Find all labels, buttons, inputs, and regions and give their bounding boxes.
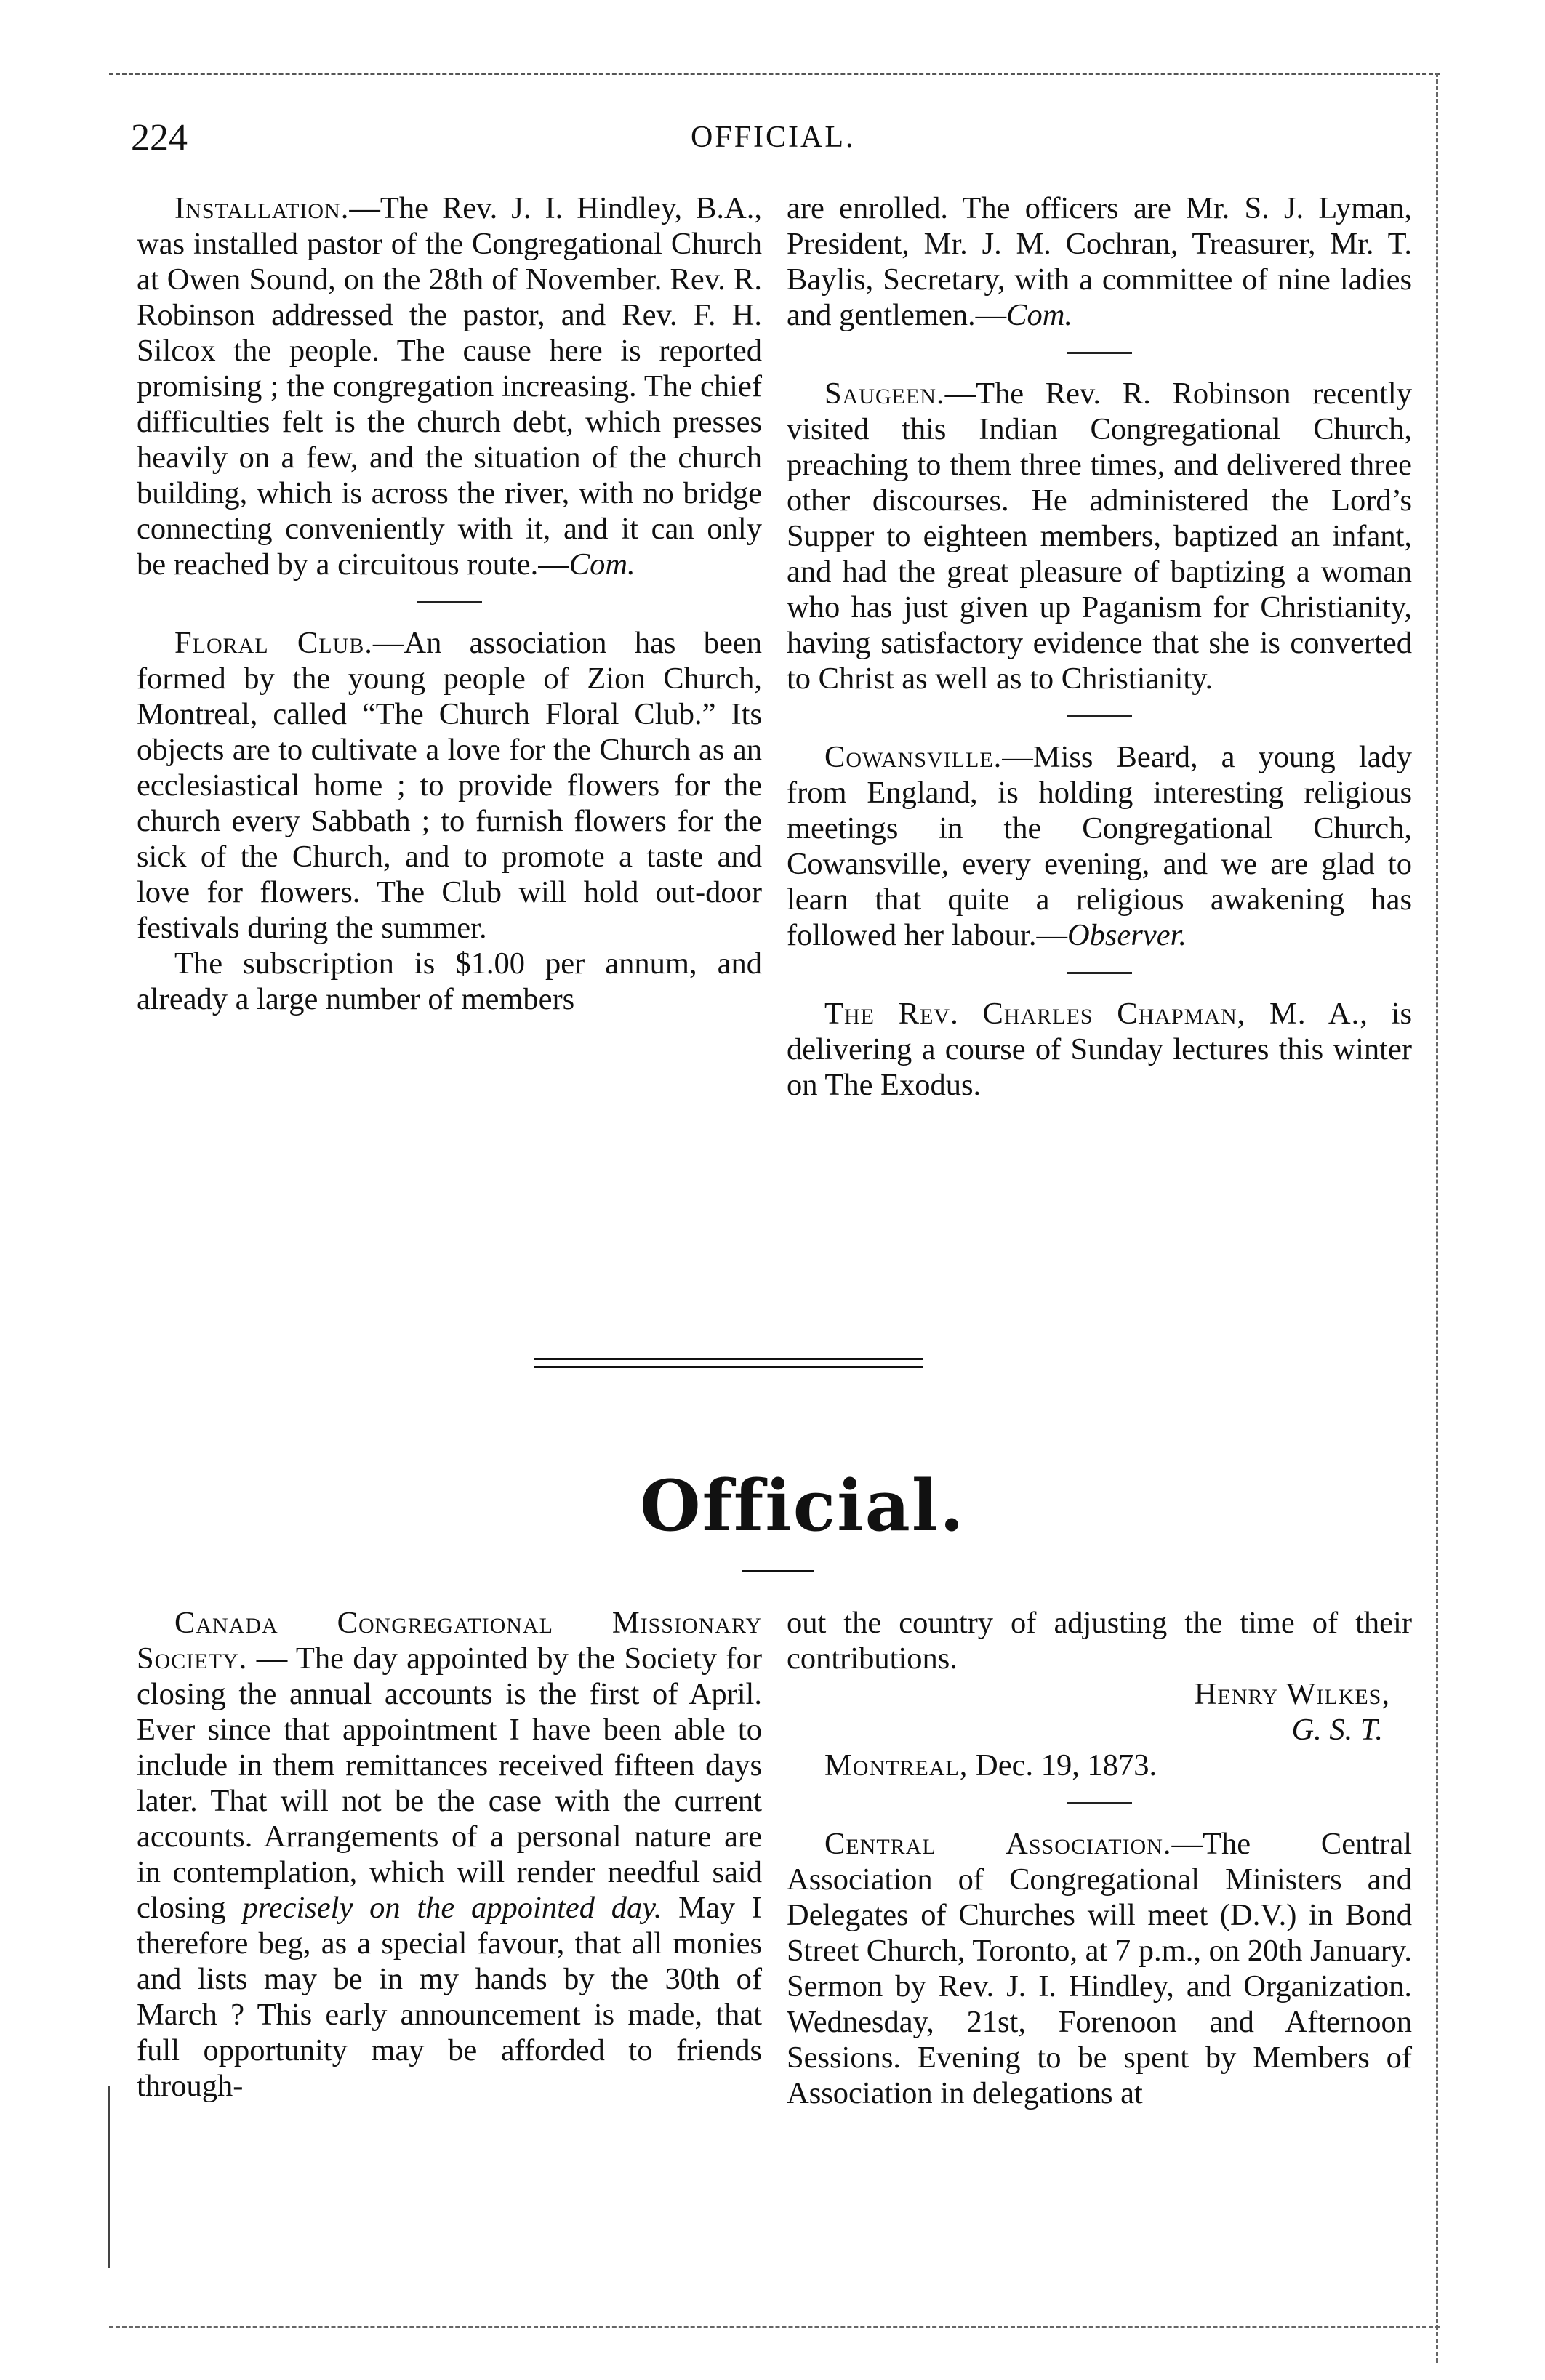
signature-name: Henry Wilkes, — [1194, 1677, 1390, 1711]
bottom-border-rule — [109, 2326, 1440, 2328]
missionary-text-2: May I therefore beg, as a special favour, that all monies and lists may be in my hands by the 30th of March ? This early announcement is made, that full opportunity may be afforded to friends through- — [137, 1891, 762, 2103]
missionary-paragraph — [137, 1605, 762, 2104]
left-border-rule — [108, 2086, 110, 2268]
central-heading: Central Association. — [824, 1827, 1172, 1861]
missionary-continuation: out the country of adjusting the time of their contributions. — [787, 1606, 1412, 1676]
chapman-text: is delivering a course of Sunday lectures this winter on The Exodus. — [787, 997, 1412, 1102]
dateline-place: Montreal, — [824, 1748, 968, 1782]
floral-club-continuation — [787, 190, 1412, 333]
divider-line-lower — [534, 1366, 923, 1368]
continuation-credit: Com. — [1006, 298, 1073, 332]
bottom-left-column — [137, 1605, 762, 2104]
top-right-column — [787, 190, 1412, 1103]
missionary-text: — The day appointed by the Society for closing the annual accounts is the first of April. Ever since that appointment I have been able to include in them remittances received fifteen days later. That will not be the case with the current accounts. Arrangements of a personal nature are in contemplation, which will render needful said closing — [137, 1641, 762, 1925]
chapman-paragraph — [787, 996, 1412, 1103]
missionary-emphasis: precisely on the appointed day. — [242, 1891, 662, 1925]
floral-club-paragraph — [137, 625, 762, 946]
missionary-heading: Canada Congregational Missionary Society. — [137, 1606, 762, 1676]
floral-club-text: —An association has been formed by the young people of Zion Church, Montreal, called “The Church Floral Club.” Its objects are to cultivate a love for the Church as an ecclesiastical home ; to provide flowers for the church every Sabbath ; to furnish flowers for the sick of the Church, and to promote a taste and love for flowers. The Club will hold out-door festivals during the summer. — [137, 626, 762, 945]
title-rule — [742, 1570, 814, 1572]
separator-rule — [1067, 1802, 1132, 1804]
signature-title: G. S. T. — [1291, 1713, 1383, 1747]
running-head: OFFICIAL. — [691, 121, 856, 154]
saugeen-heading: Saugeen. — [824, 377, 945, 411]
dateline-date: Dec. 19, 1873. — [968, 1748, 1157, 1782]
saugeen-paragraph — [787, 376, 1412, 696]
installation-text: —The Rev. J. I. Hindley, B.A., was installed pastor of the Congregational Church at Owen Sound, on the 28th of November. Rev. R. Robinson addressed the pastor, and Rev. F. H. Silcox the people. The cause here is reported promising ; the congregation increasing. The chief difficulties felt is the church debt, which presses heavily on a few, and the situation of the church building, which is across the river, with no bridge connecting conveniently with it, and it can only be reached by a circuitous route.— — [137, 191, 762, 582]
central-text: —The Central Association of Congregational Ministers and Delegates of Churches will meet (D.V.) in Bond Street Church, Toronto, at 7 p.m., on 20th January. Sermon by Rev. J. I. Hindley, and Organization. Wednesday, 21st, Forenoon and Afternoon Sessions. Evening to be spent by Members of Association in delegations at — [787, 1827, 1413, 2110]
central-paragraph — [787, 1826, 1412, 2111]
page-number: 224 — [131, 117, 188, 158]
section-title: Official. — [640, 1465, 966, 1547]
separator-rule — [1067, 715, 1132, 717]
cowansville-credit: Observer. — [1067, 918, 1187, 952]
right-border-rule — [1436, 73, 1438, 2363]
dateline — [787, 1748, 1412, 1783]
floral-club-subscription: The subscription is $1.00 per annum, and already a large number of members — [137, 946, 762, 1016]
installation-credit: Com. — [569, 547, 635, 582]
cowansville-heading: Cowansville. — [824, 740, 1003, 774]
top-border-rule — [109, 73, 1440, 75]
separator-rule — [417, 601, 482, 603]
separator-rule — [1067, 972, 1132, 974]
section-divider — [534, 1358, 923, 1368]
separator-rule — [1067, 352, 1132, 354]
floral-club-heading: Floral Club. — [174, 626, 373, 660]
divider-line-upper — [534, 1358, 923, 1360]
installation-paragraph — [137, 190, 762, 582]
continuation-text: are enrolled. The officers are Mr. S. J. Lyman, President, Mr. J. M. Cochran, Treasurer, Mr. T. Baylis, Secretary, with a committee of nine ladies and gentlemen.— — [787, 191, 1412, 332]
top-left-column — [137, 190, 762, 1017]
bottom-right-column — [787, 1605, 1412, 2111]
chapman-heading: The Rev. Charles Chapman, M. A., — [824, 997, 1368, 1031]
saugeen-text: —The Rev. R. Robinson recently visited this Indian Congregational Church, preaching to them three times, and delivered three other discourses. He administered the Lord’s Supper to eighteen members, baptized an infant, and had the great pleasure of baptizing a woman who has just given up Paganism for Christianity, having satisfactory evidence that she is converted to Christ as well as to Christianity. — [787, 377, 1412, 696]
installation-heading: Installation. — [174, 191, 350, 225]
cowansville-text: —Miss Beard, a young lady from England, is holding interesting religious meetings in the Congregational Church, Cowansville, every evening, and we are glad to learn that quite a religious awakening has followed her labour.— — [787, 740, 1412, 952]
cowansville-paragraph — [787, 739, 1412, 953]
